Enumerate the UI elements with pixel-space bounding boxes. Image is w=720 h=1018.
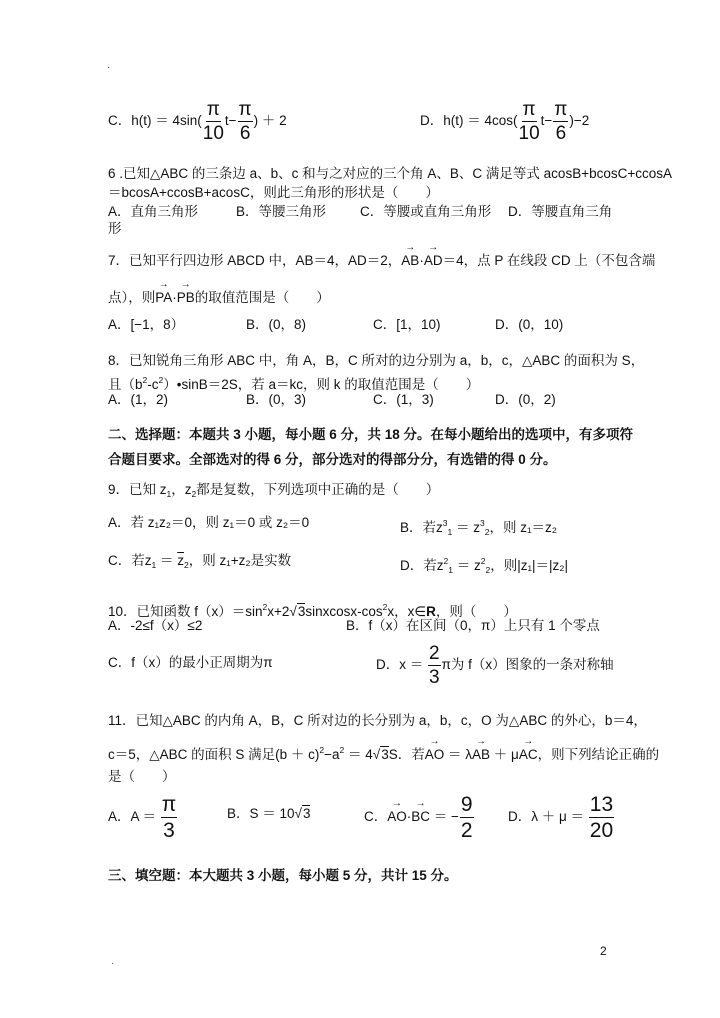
q10-option-b[interactable]: B．f（x）在区间（0，π）上只有 1 个零点 [346, 618, 600, 633]
vector-pb: → PB [177, 289, 195, 307]
vector-ab: → AB [401, 252, 419, 270]
fraction: $\frac{9}{2}$ [460, 793, 473, 842]
q6-option-b[interactable]: B．等腰三角形 [236, 204, 327, 219]
q9-option-a[interactable]: A．若 z₁z₂＝0，则 z₁＝0 或 z₂＝0 [108, 515, 310, 530]
q7-option-c[interactable]: C．[1，10) [373, 317, 441, 332]
q8-option-c[interactable]: C．(1，3) [373, 392, 434, 407]
q8-stem-line1: 8．已知锐角三角形 ABC 中，角 A，B，C 所对的边分别为 a，b，c，△ABC 的面积为 S， [108, 353, 645, 368]
q7-option-d[interactable]: D．(0，10) [495, 317, 564, 332]
q9-option-d[interactable]: D．若$z^2_1 = z^2_2$，则|z₁|＝|z₂| [400, 556, 569, 575]
vector-pa: → PA [155, 289, 172, 307]
q7-stem-line2: 点），则→ PA·→ PB的取值范围是（ ） [108, 289, 330, 307]
q8-stem-line2: 且$(b^2-c^2)•\sin B=2S$，若 a＝kc，则 k 的取值范围是（ ） [108, 375, 480, 392]
q7-option-a[interactable]: A．[−1，8） [108, 317, 185, 332]
q8-option-a[interactable]: A．(1，2) [108, 392, 169, 407]
fraction: $\frac{\pi}{6}$ [238, 99, 252, 144]
q6-stem-line2: ＝bcosA+ccosB+acosC，则此三角形的形状是（ ） [108, 185, 439, 200]
fraction: $\frac{2}{3}$ [429, 643, 440, 688]
q11-option-c[interactable]: C．→ AO·→ BC ＝ − $\frac{9}{2}$ [364, 794, 475, 841]
fraction: $\frac{\pi}{3}$ [161, 793, 177, 842]
q10-option-c[interactable]: C．f（x）的最小正周期为π [108, 655, 273, 670]
section3-heading: 三、填空题：本大题共 3 小题，每小题 5 分，共计 15 分。 [108, 868, 458, 883]
q6-option-d[interactable]: D．等腰直角三角 [508, 204, 613, 219]
vector-ad: → AD [424, 252, 443, 270]
q11-stem-line1: 11．已知△ABC 的内角 A，B，C 所对边的长分别为 a，b，c，O 为△ABC 的外心，b＝4， [108, 713, 647, 728]
q6-option-a[interactable]: A．直角三角形 [108, 204, 199, 219]
page-mark-bottom: · [111, 958, 115, 969]
q9-option-c[interactable]: C．若$z_1 = \overline{z}_2$，则 z₁+z₂是实数 [108, 553, 292, 570]
q7-stem-line1: 7．已知平行四边形 ABCD 中，AB＝4，AD＝2，→ AB·→ AD＝4，点 P 在线段 CD 上（不包含端 [108, 252, 655, 270]
q10-option-a[interactable]: A．-2≤f（x）≤2 [108, 618, 203, 633]
q10-stem: 10．已知函数 $f(x)=\sin^2x+2√3sinxcosx-\cos^2x$，x∈R，则（ ） [108, 602, 517, 619]
vector-ao: → AO [425, 746, 445, 764]
page-number: 2 [600, 944, 607, 958]
q8-option-b[interactable]: B．(0，3) [246, 392, 307, 407]
q11-option-d[interactable]: D．λ ＋ μ ＝ $\frac{13}{20}$ [508, 793, 614, 842]
fraction: $\frac{\pi}{10}$ [202, 99, 224, 144]
page-mark-top: · [107, 62, 111, 73]
q9-stem: 9．已知 $z_1$，$z_2$都是复数，下列选项中正确的是（ ） [108, 482, 440, 499]
q11-option-a[interactable]: A．A ＝ $\frac{\pi}{3}$ [108, 793, 177, 842]
q6-option-c[interactable]: C．等腰或直角三角形 [360, 204, 492, 219]
section2-heading-line1: 二、选择题：本题共 3 小题，每小题 6 分，共 18 分。在每小题给出的选项中，有多项符 [108, 427, 634, 442]
section2-heading-line2: 合题目要求。全部选对的得 6 分，部分选对的得部分分，有选错的得 0 分。 [108, 452, 557, 467]
q6-stem-line1: 6 .已知△ABC 的三条边 a、b、c 和与之对应的三个角 A、B、C 满足等式 acosB+bcosC+ccosA [108, 166, 672, 181]
q7-option-b[interactable]: B．(0，8) [246, 317, 307, 332]
conjugate-bar: $\overline{z}$ [177, 553, 184, 568]
fraction: $\frac{\pi}{10}$ [518, 99, 540, 144]
q11-stem-line2: c＝5，△ABC 的面积 S 满足$(b + c)^2-a^2 = 4√3S$．若→ AO ＝ λ→ AB ＋ μ→ AC，则下列结论正确的 [108, 741, 659, 764]
vector-ao: → AO [387, 797, 407, 837]
q8-option-d[interactable]: D．(0，2) [495, 392, 556, 407]
fraction: $\frac{13}{20}$ [589, 793, 614, 842]
vector-ac: → AC [519, 746, 538, 764]
fraction: $\frac{\pi}{6}$ [554, 99, 568, 144]
q11-option-b[interactable]: B．S ＝ 10√3 [227, 806, 311, 821]
q9-option-b[interactable]: B．若$z^3_1 = z^3_2$，则 z₁＝z₂ [400, 518, 558, 537]
q5-option-c[interactable]: C．h(t) ＝ 4sin( $\frac{\pi}{10}$ t− $\frac{\pi}{6}$ ) ＋ 2 [108, 99, 287, 144]
q5-option-d[interactable]: D．h(t) ＝ 4cos( $\frac{\pi}{10}$ t− $\frac{\pi}{6}$ )−2 [420, 99, 590, 144]
q11-stem-line3: 是（ ） [108, 769, 176, 784]
vector-bc: → BC [411, 797, 430, 837]
q10-option-d[interactable]: D．x ＝ $\frac{2}{3}$ π为 f（x）图象的一条对称轴 [376, 643, 614, 688]
q6-option-d-wrap: 形 [108, 221, 122, 236]
vector-ab: → AB [472, 746, 490, 764]
